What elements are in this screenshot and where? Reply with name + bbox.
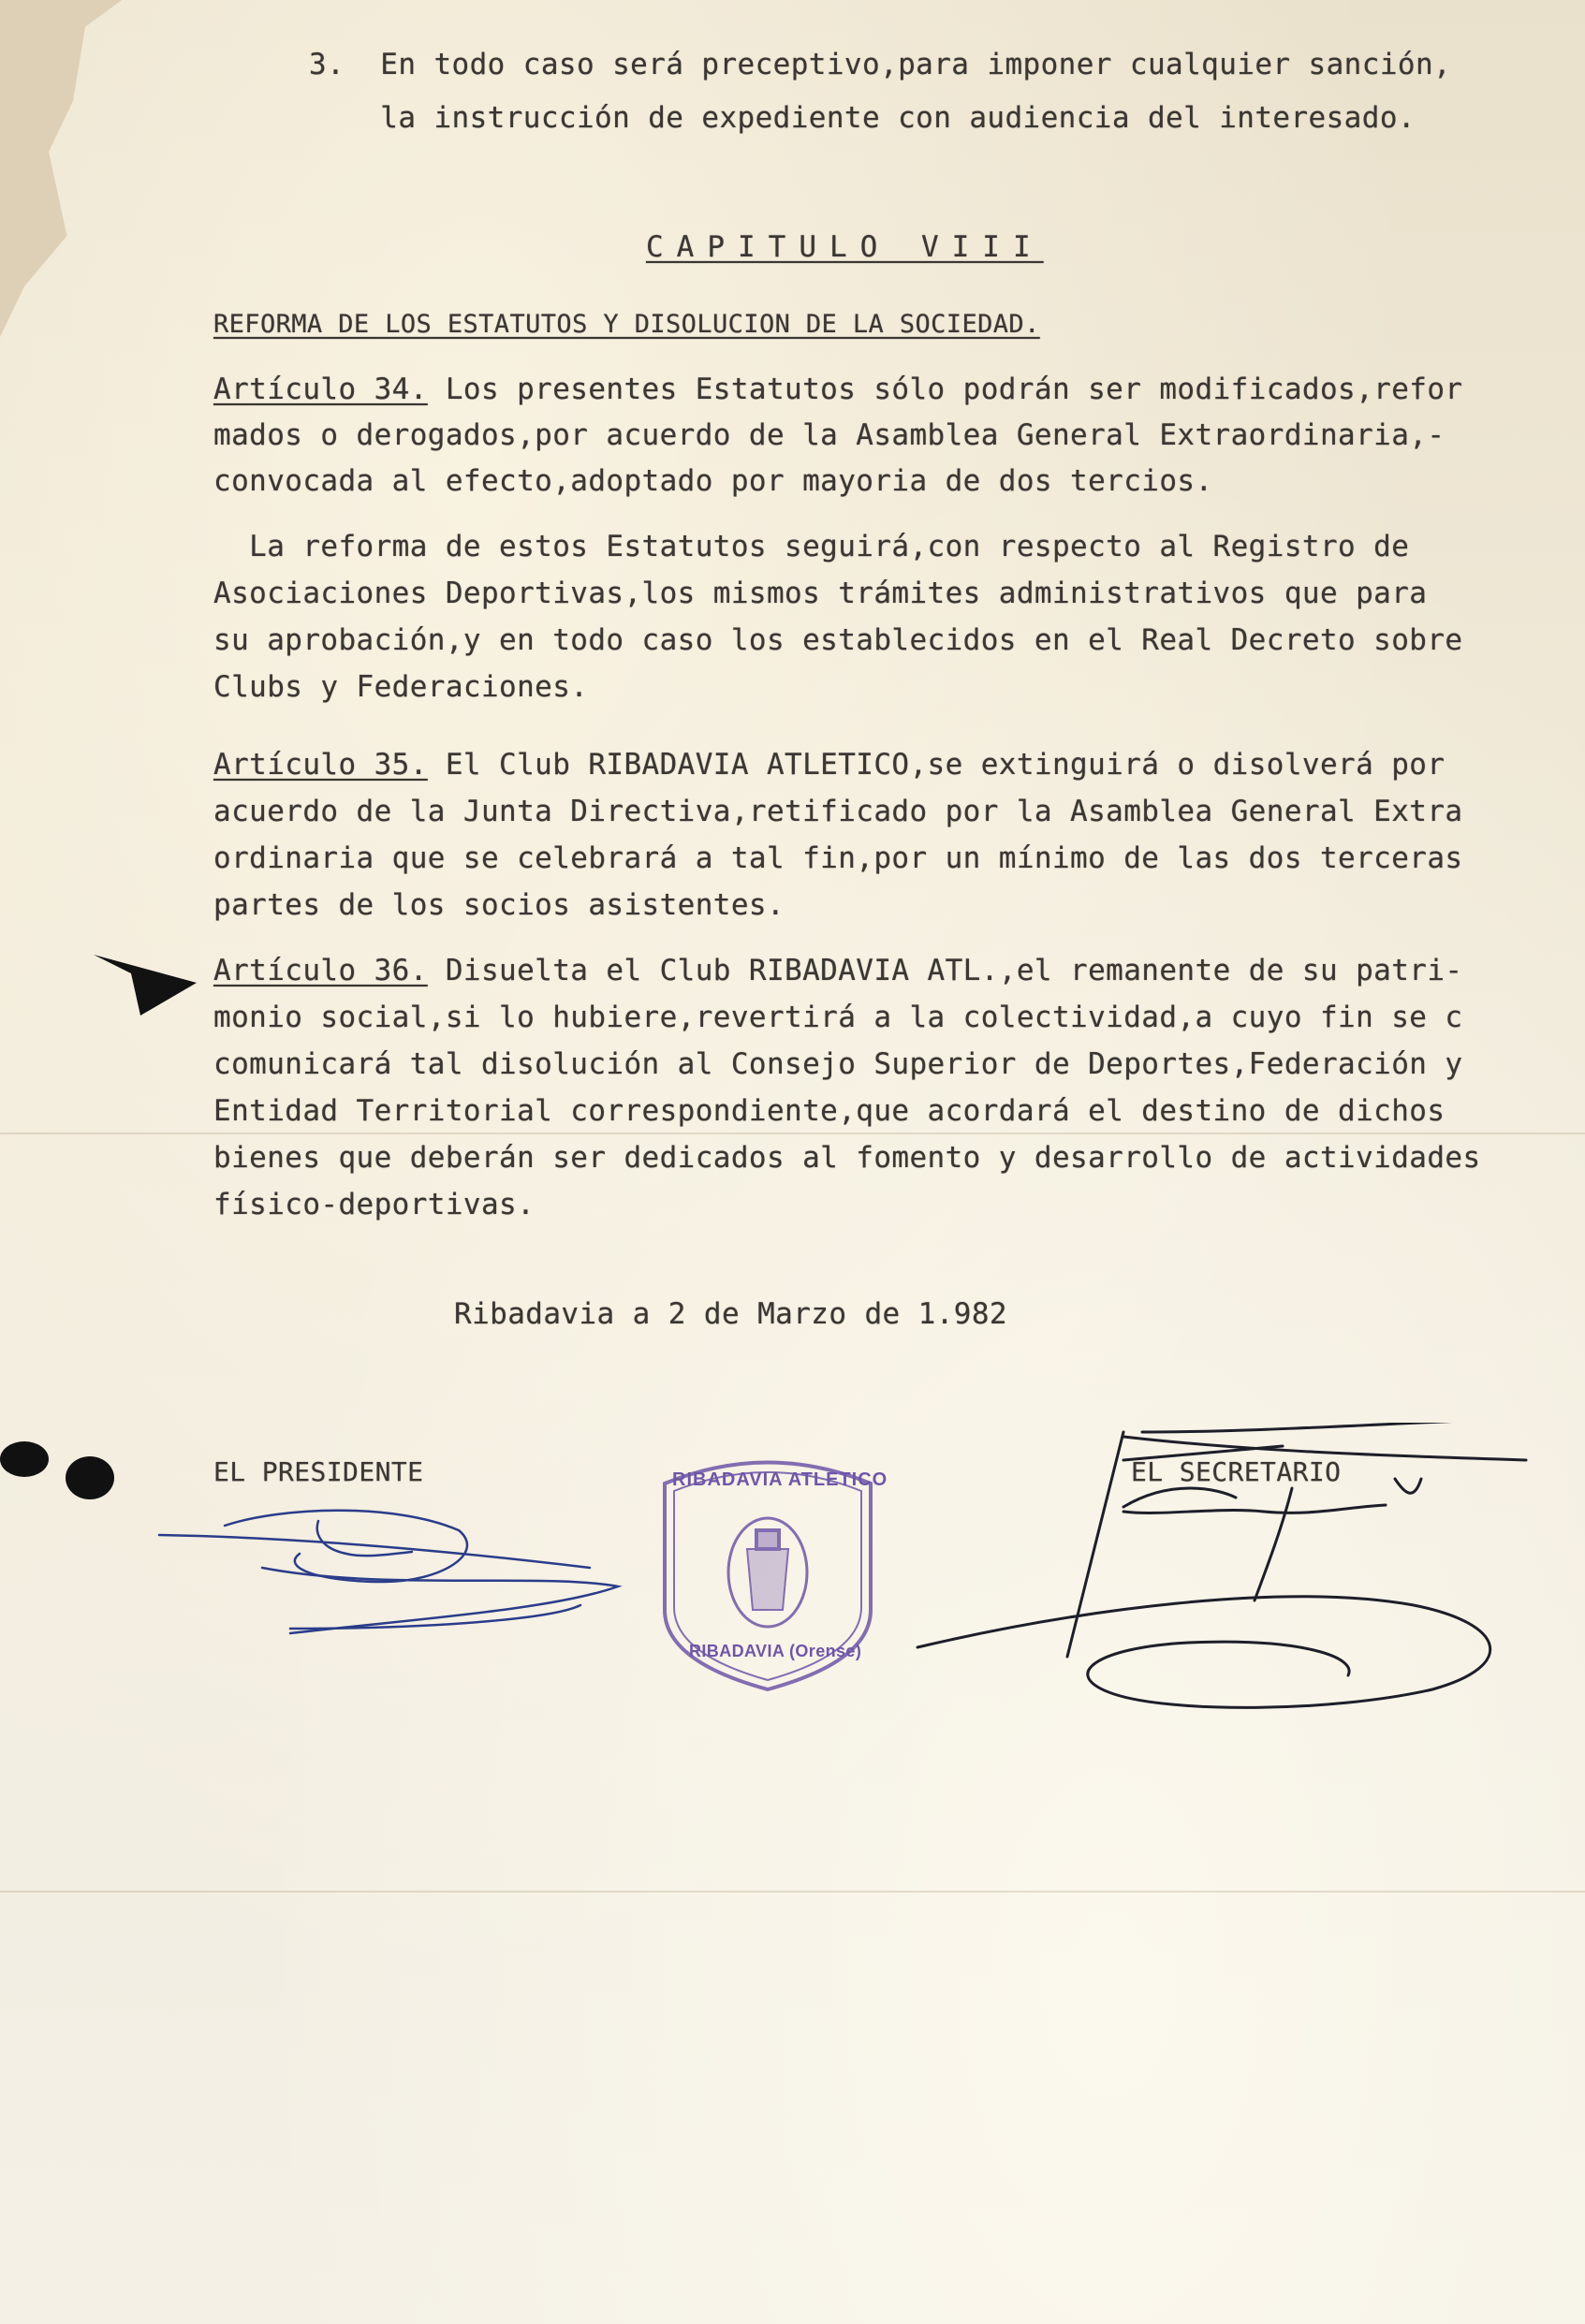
place-and-date: Ribadavia a 2 de Marzo de 1.982 — [454, 1297, 1007, 1331]
article-35-heading: Artículo 35. — [213, 748, 428, 782]
article-35-text: El Club RIBADAVIA ATLETICO,se extinguirá o disolverá por — [427, 748, 1446, 782]
president-label: EL PRESIDENTE — [213, 1456, 424, 1487]
article-34-line: convocada al efecto,adoptado por mayoria de dos tercios. — [213, 464, 1213, 498]
stamp-top-text: RIBADAVIA ATLETICO — [672, 1469, 888, 1490]
torn-paper-edge — [0, 0, 122, 337]
chapter-title: CAPITULO VIII — [646, 230, 1044, 264]
article-34-paragraph-2-line: La reforma de estos Estatutos seguirá,con respecto al Registro de — [213, 530, 1410, 563]
fold-crease — [0, 1891, 1585, 1893]
article-35-first-line — [213, 742, 1445, 788]
article-36-heading: Artículo 36. — [213, 954, 428, 987]
punch-hole-mark — [0, 1441, 49, 1477]
secretary-label: EL SECRETARIO — [1131, 1456, 1342, 1487]
article-36-line: bienes que deberán ser dedicados al fomento y desarrollo de actividades — [213, 1141, 1481, 1175]
chapter-subtitle: REFORMA DE LOS ESTATUTOS Y DISOLUCION DE LA SOCIEDAD. — [213, 310, 1040, 339]
article-36-line: monio social,si lo hubiere,revertirá a la colectividad,a cuyo fin se c — [213, 1001, 1463, 1034]
article-36-first-line — [213, 948, 1462, 994]
article-34-heading: Artículo 34. — [213, 373, 428, 406]
clause-3-line-1: 3. En todo caso será preceptivo,para imponer cualquier sanción, — [309, 48, 1452, 81]
punch-hole-mark — [66, 1456, 114, 1499]
article-34-paragraph-2-line: Clubs y Federaciones. — [213, 670, 589, 704]
paper-tear-mark — [94, 945, 215, 1020]
article-36-line: comunicará tal disolución al Consejo Superior de Deportes,Federación y — [213, 1047, 1463, 1081]
article-35-line: ordinaria que se celebrará a tal fin,por un mínimo de las dos terceras — [213, 841, 1463, 875]
article-36-text: Disuelta el Club RIBADAVIA ATL.,el remanente de su patri- — [427, 954, 1463, 987]
article-34-line: mados o derogados,por acuerdo de la Asamblea General Extraordinaria,- — [213, 418, 1446, 452]
stamp-bottom-text: RIBADAVIA (Orense) — [689, 1642, 862, 1660]
president-signature — [150, 1479, 637, 1666]
article-34-first-line — [213, 367, 1462, 413]
secretary-signature — [908, 1423, 1545, 1732]
article-34-text: Los presentes Estatutos sólo podrán ser modificados,refor — [427, 373, 1463, 406]
article-34-paragraph-2-line: su aprobación,y en todo caso los establecidos en el Real Decreto sobre — [213, 623, 1463, 657]
article-35-line: acuerdo de la Junta Directiva,retificado por la Asamblea General Extra — [213, 795, 1463, 828]
article-36-line: físico-deportivas. — [213, 1188, 536, 1221]
article-35-line: partes de los socios asistentes. — [213, 888, 785, 922]
clause-3-line-2: la instrucción de expediente con audiencia del interesado. — [309, 101, 1416, 135]
article-34-paragraph-2-line: Asociaciones Deportivas,los mismos trámites administrativos que para — [213, 577, 1428, 610]
article-36-line: Entidad Territorial correspondiente,que acordará el destino de dichos — [213, 1094, 1446, 1128]
